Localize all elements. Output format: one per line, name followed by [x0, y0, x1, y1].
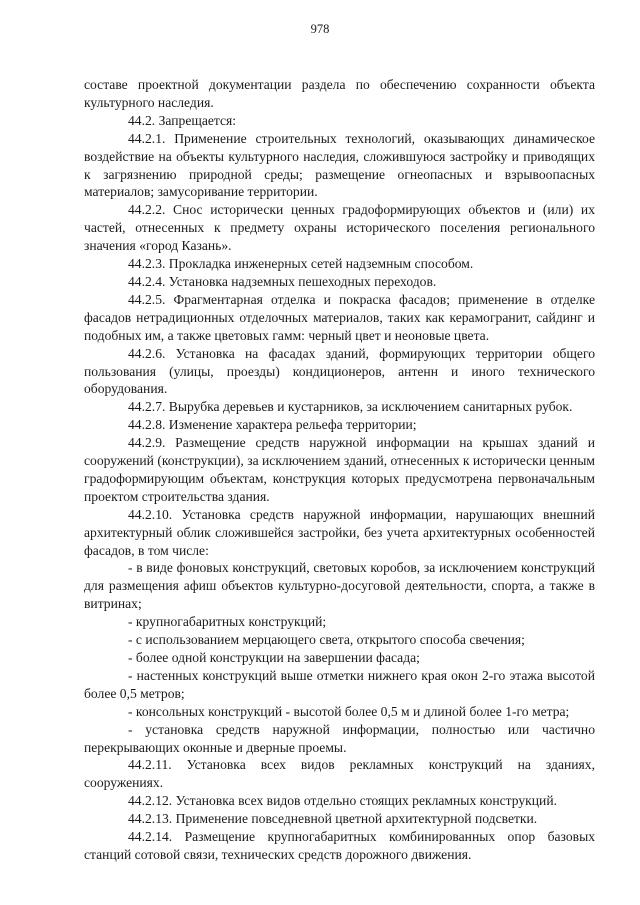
paragraph: - крупногабаритных конструкций; [128, 614, 327, 630]
paragraph: - настенных конструкций выше отметки нижнего края окон 2-го этажа высотой более 0,5 метров; [84, 667, 595, 701]
paragraph: 44.2. Запрещается: [128, 112, 237, 128]
paragraph: 44.2.10. Установка средств наружной информации, нарушающих внешний архитектурный облик сложившейся застройки, без учета архитектурных особенностей фасадов, в том числе: [84, 506, 595, 558]
document-body [84, 76, 595, 864]
page-number: 978 [310, 22, 330, 36]
paragraph: 44.2.6. Установка на фасадах зданий, формирующих территории общего пользования (улицы, проезды) кондиционеров, антенн и иного технического оборудования. [84, 345, 595, 397]
paragraph: - в виде фоновых конструкций, световых коробов, за исключением конструкций для размещения афиш объектов культурно-досуговой деятельности, спорта, а также в витринах; [84, 560, 595, 612]
paragraph: составе проектной документации раздела по обеспечению сохранности объекта культурного наследия. [84, 77, 595, 110]
paragraph: 44.2.9. Размещение средств наружной информации на крышах зданий и сооружений (конструкции), за исключением зданий, отнесенных к исторически ценным градоформирующим объектам, конструкция которых предусмотрена первоначальным проектом строительства здания. [84, 435, 595, 504]
paragraph: - более одной конструкции на завершении фасада; [128, 650, 420, 665]
paragraph: 44.2.1. Применение строительных технологий, оказывающих динамическое воздействие на объекты культурного наследия, сложившуюся застройку и приводящих к загрязнению природной среды; размещение огнеопасных и взрывоопасных материалов; замусоривание территории. [84, 130, 595, 200]
paragraph: 44.2.14. Размещение крупногабаритных комбинированных опор базовых станций сотовой связи, технических средств дорожного движения. [84, 829, 595, 862]
paragraph: 44.2.4. Установка надземных пешеходных переходов. [128, 273, 437, 289]
paragraph: - установка средств наружной информации, полностью или частично перекрывающих оконные и дверные проемы. [84, 721, 595, 755]
paragraph: 44.2.11. Установка всех видов рекламных конструкций на зданиях, сооружениях. [84, 757, 595, 791]
paragraph: - с использованием мерцающего света, открытого способа свечения; [128, 632, 525, 648]
paragraph: 44.2.13. Применение повседневной цветной архитектурной подсветки. [128, 811, 538, 827]
paragraph: 44.2.7. Вырубка деревьев и кустарников, за исключением санитарных рубок. [128, 399, 573, 415]
paragraph: 44.2.2. Снос исторически ценных градоформирующих объектов и (или) их частей, отнесенных к предмету охраны исторического поселения регионального значения «город Казань». [84, 202, 595, 254]
paragraph: 44.2.3. Прокладка инженерных сетей надземным способом. [128, 256, 474, 272]
paragraph: 44.2.5. Фрагментарная отделка и покраска фасадов; применение в отделке фасадов нетрадиционных отделочных материалов, таких как керамогранит, сайдинг и подобных им, а также цветовых гамм: черный цвет и неоновые цвета. [84, 291, 595, 343]
paragraph: 44.2.8. Изменение характера рельефа территории; [128, 417, 417, 433]
paragraph: 44.2.12. Установка всех видов отдельно стоящих рекламных конструкций. [128, 793, 558, 809]
paragraph: - консольных конструкций - высотой более 0,5 м и длиной более 1-го метра; [128, 703, 570, 719]
